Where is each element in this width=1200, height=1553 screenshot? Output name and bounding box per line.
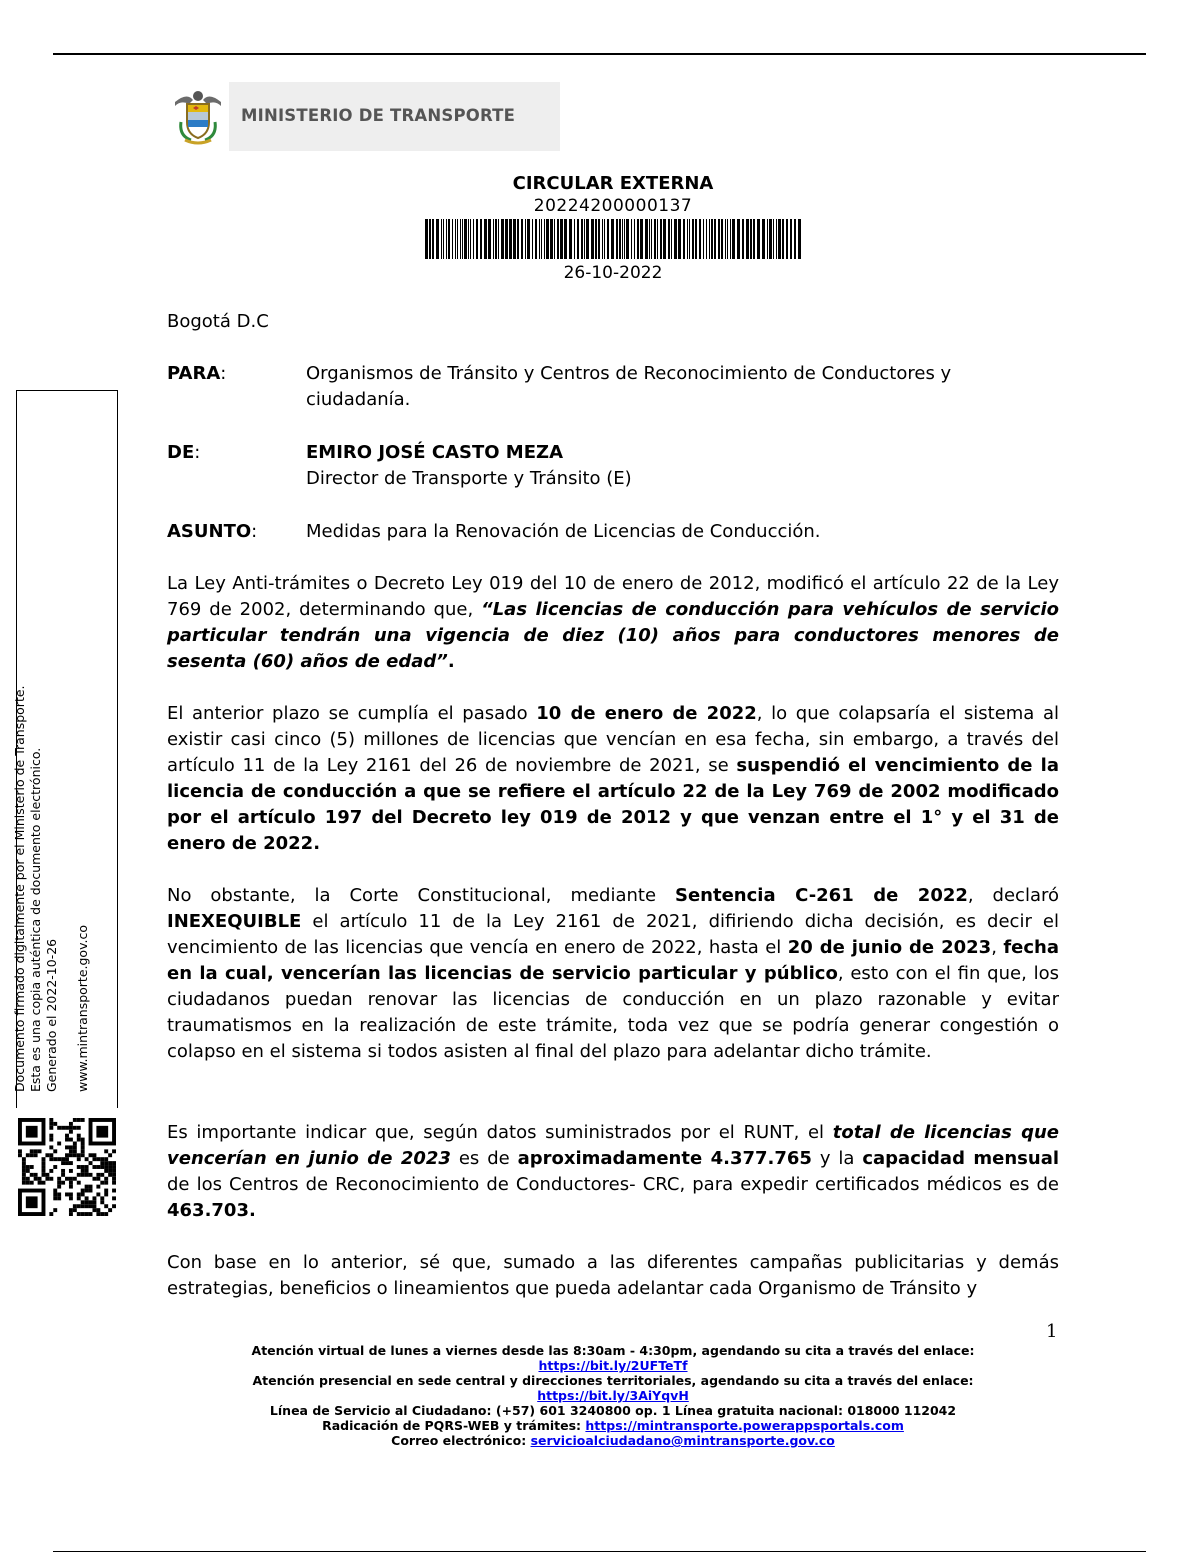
footer-pqrs: Radicación de PQRS-WEB y trámites: https://mintransporte.powerappsportals.com — [322, 1418, 904, 1433]
asunto-label: ASUNTO: — [167, 521, 258, 542]
de-sender — [306, 440, 1061, 492]
signature-line-2: Esta es una copia auténtica de documento electrónico. — [28, 747, 43, 1092]
circular-date: 26-10-2022 — [563, 263, 663, 283]
body-paragraph-1: La Ley Anti-trámites o Decreto Ley 019 del 10 de enero de 2012, modificó el artículo 22 de la Ley 769 de 2002, determinando que, “Las licencias de conducción para vehículos de servicio particular tendrán una vigencia de diez (10) años para conductores menores de sesenta (60) años de edad”. — [167, 573, 1059, 672]
sender-name: EMIRO JOSÉ CASTO MEZA — [306, 442, 564, 463]
circular-title: CIRCULAR EXTERNA — [512, 173, 714, 194]
body-paragraph-2: El anterior plazo se cumplía el pasado 10 de enero de 2022, lo que colapsaría el sistema al existir casi cinco (5) millones de licencias que vencían en esa fecha, sin embargo, a través del artículo 11 de la Ley 2161 del 26 de noviembre de 2021, se suspendió el vencimiento de la licencia de conducción a que se refiere el artículo 22 de la Ley 769 de 2002 modificado por el artículo 197 del Decreto ley 019 de 2012 y que venzan entre el 1° y el 31 de enero de 2022. — [167, 703, 1059, 854]
para-label: PARA: — [167, 363, 227, 384]
footer-phone-lines: Línea de Servicio al Ciudadano: (+57) 601 3240800 op. 1 Línea gratuita nacional: 018000 112042 — [269, 1403, 957, 1418]
footer-email: Correo electrónico: servicioalciudadano@mintransporte.gov.co — [391, 1433, 835, 1448]
footer-link-virtual[interactable]: https://bit.ly/2UFTeTf — [538, 1358, 688, 1373]
barcode-icon — [425, 219, 801, 263]
signature-line-1: Documento firmado digitalmente por el Ministerio de Transporte. — [12, 685, 27, 1092]
circular-number: 20224200000137 — [533, 196, 693, 216]
colombia-coat-of-arms-icon — [167, 82, 229, 151]
ministry-logo — [167, 82, 560, 151]
sender-title: Director de Transporte y Tránsito (E) — [306, 468, 632, 489]
footer-link-inperson[interactable]: https://bit.ly/3AiYqvH — [537, 1388, 689, 1403]
signature-website: www.mintransporte.gov.co — [75, 925, 90, 1092]
body-paragraph-5: Con base en lo anterior, sé que, sumado a las diferentes campañas publicitarias y demás estrategias, beneficios o lineamientos que pueda adelantar cada Organismo de Tránsito y — [167, 1252, 1059, 1299]
footer-link-email[interactable]: servicioalciudadano@mintransporte.gov.co — [530, 1433, 835, 1448]
bottom-rule — [53, 1551, 1146, 1552]
city: Bogotá D.C — [167, 311, 269, 332]
para-recipients: Organismos de Tránsito y Centros de Reconocimiento de Conductores y ciudadanía. — [306, 363, 952, 410]
top-rule — [53, 53, 1146, 55]
de-label: DE: — [167, 442, 201, 463]
footer-virtual-hours: Atención virtual de lunes a viernes desde las 8:30am - 4:30pm, agendando su cita a través del enlace: — [251, 1343, 975, 1358]
signature-line-3: Generado el 2022-10-26 — [44, 938, 59, 1092]
asunto-subject: Medidas para la Renovación de Licencias de Conducción. — [306, 521, 821, 542]
page-number: 1 — [1046, 1321, 1058, 1342]
footer-inperson-hours: Atención presencial en sede central y direcciones territoriales, agendando su cita a través del enlace: — [252, 1373, 974, 1388]
footer — [0, 1343, 1200, 1448]
body-paragraph-3: No obstante, la Corte Constitucional, mediante Sentencia C-261 de 2022, declaró INEXEQUIBLE el artículo 11 de la Ley 2161 de 2021, difiriendo dicha decisión, es decir el vencimiento de las licencias que vencía en enero de 2022, hasta el 20 de junio de 2023, fecha en la cual, vencerían las licencias de servicio particular y público, esto con el fin que, los ciudadanos puedan renovar las licencias de conducción en un plazo razonable y evitar traumatismos en la realización de este trámite, toda vez que se podría generar congestión o colapso en el sistema si todos asisten al final del plazo para adelantar dicho trámite. — [167, 885, 1059, 1062]
qr-code-icon — [18, 1118, 116, 1220]
footer-link-pqrs[interactable]: https://mintransporte.powerappsportals.com — [585, 1418, 904, 1433]
ministry-name: MINISTERIO DE TRANSPORTE — [241, 106, 516, 125]
digital-signature-text — [12, 685, 91, 1092]
body-paragraph-4: Es importante indicar que, según datos suministrados por el RUNT, el total de licencias que vencerían en junio de 2023 es de aproximadamente 4.377.765 y la capacidad mensual de los Centros de Reconocimiento de Conductores- CRC, para expedir certificados médicos es de 463.703. — [167, 1122, 1060, 1221]
